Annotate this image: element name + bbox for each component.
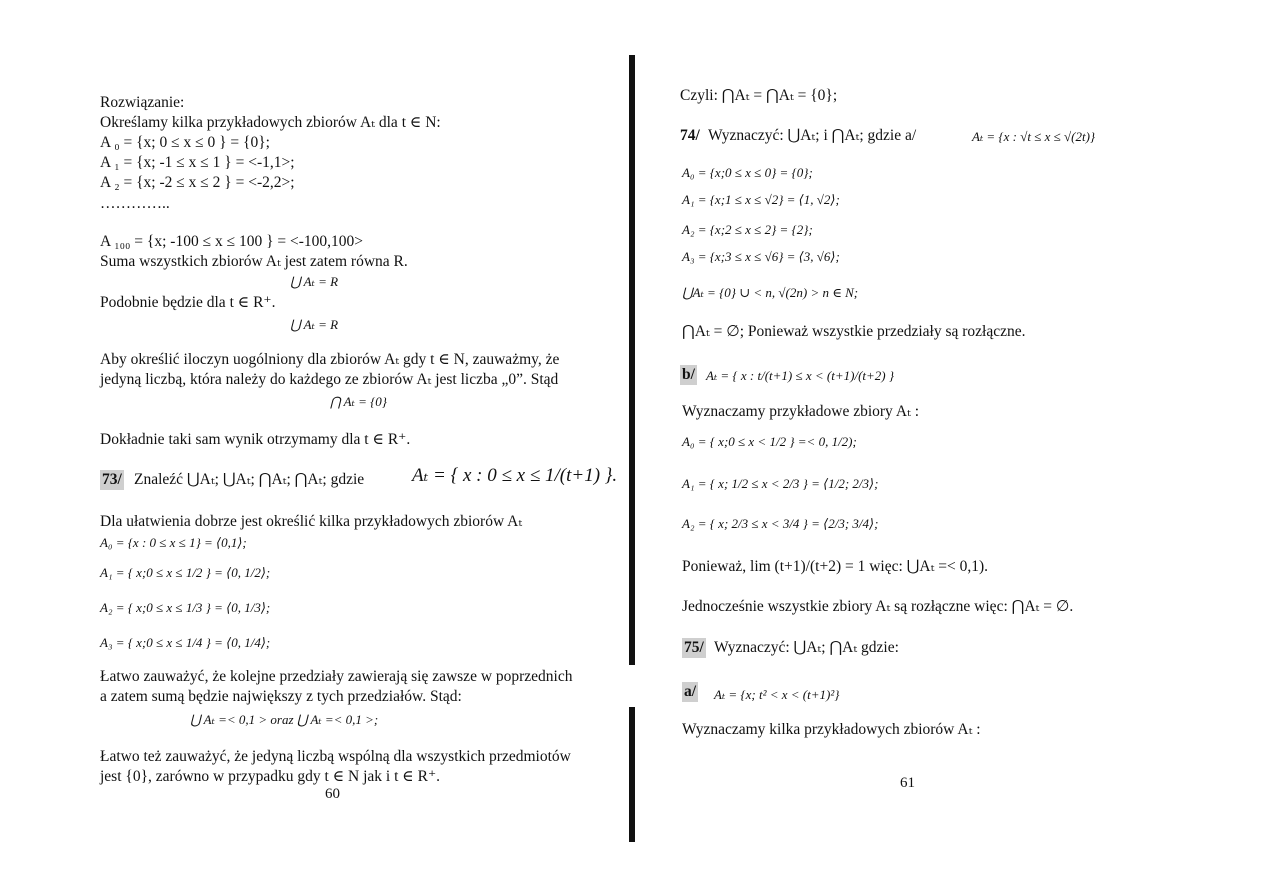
formula: A₁ = { x; 1/2 ≤ x < 2/3 } = ⟨1/2; 2/3⟩; xyxy=(682,476,879,491)
subpoint-label: a/ xyxy=(684,683,697,700)
formula: A₃ = {x;3 ≤ x ≤ √6} = ⟨3, √6⟩; xyxy=(682,249,840,264)
text-line: Łatwo zauważyć, że kolejne przedziały zawierają się zawsze w poprzednich xyxy=(100,668,573,685)
text-line: Łatwo też zauważyć, że jedyną liczbą wspólną dla wszystkich przedmiotów xyxy=(100,748,571,765)
formula: A₃ = { x;0 ≤ x ≤ 1/4 } = ⟨0, 1/4⟩; xyxy=(100,635,271,650)
exercise-number: 74/ xyxy=(680,127,700,144)
text-line: Określamy kilka przykładowych zbiorów Aₜ dla t ∈ N: xyxy=(100,114,441,131)
text-line: Czyli: ⋂Aₜ = ⋂Aₜ = {0}; xyxy=(680,87,838,104)
text-line: Ponieważ, lim (t+1)/(t+2) = 1 więc: ⋃Aₜ =< 0,1). xyxy=(682,558,989,575)
formula: A₂ = { x; 2/3 ≤ x < 3/4 } = ⟨2/3; 3/4⟩; xyxy=(682,516,879,531)
text-line: Podobnie będzie dla t ∈ R⁺. xyxy=(100,294,276,311)
formula: ⋂ Aₜ = {0} xyxy=(330,394,387,409)
gutter-line xyxy=(629,55,635,665)
text-line: a zatem sumą będzie największy z tych przedziałów. Stąd: xyxy=(100,688,462,705)
text-line: A ₀ = {x; 0 ≤ x ≤ 0 } = {0}; xyxy=(100,134,270,151)
text-line: Wyznaczamy przykładowe zbiory Aₜ : xyxy=(682,403,920,420)
formula: A₀ = { x;0 ≤ x < 1/2 } =< 0, 1/2); xyxy=(682,434,857,449)
text-line: Dla ułatwienia dobrze jest określić kilka przykładowych zbiorów Aₜ xyxy=(100,513,523,530)
formula: ⋃ Aₜ = R xyxy=(290,274,339,289)
formula: Aₜ = { x : t/(t+1) ≤ x < (t+1)/(t+2) } xyxy=(706,368,895,383)
formula: ⋃ Aₜ = R xyxy=(290,317,339,332)
text-line: jest {0}, zarówno w przypadku gdy t ∈ N jak i t ∈ R⁺. xyxy=(100,768,441,785)
text-line: A ₂ = {x; -2 ≤ x ≤ 2 } = <-2,2>; xyxy=(100,174,295,191)
text-line: ⋂Aₜ = ∅; Ponieważ wszystkie przedziały są rozłączne. xyxy=(682,323,1026,340)
page-number: 60 xyxy=(325,786,340,802)
text-line: Dokładnie taki sam wynik otrzymamy dla t ∈ R⁺. xyxy=(100,431,411,448)
text-line: A ₁₀₀ = {x; -100 ≤ x ≤ 100 } = <-100,100> xyxy=(100,233,364,250)
formula: Aₜ = { x : 0 ≤ x ≤ 1/(t+1) }. xyxy=(412,465,618,486)
gutter-line xyxy=(629,707,635,842)
formula: A₁ = {x;1 ≤ x ≤ √2} = ⟨1, √2⟩; xyxy=(682,192,840,207)
formula: A₀ = {x;0 ≤ x ≤ 0} = {0}; xyxy=(682,165,813,180)
text-line: Wyznaczamy kilka przykładowych zbiorów Aₜ : xyxy=(682,721,981,738)
formula: Aₜ = {x : √t ≤ x ≤ √(2t)} xyxy=(972,129,1096,144)
text-line: Rozwiązanie: xyxy=(100,94,185,111)
exercise-number: 73/ xyxy=(102,471,122,488)
formula: A₂ = { x;0 ≤ x ≤ 1/3 } = ⟨0, 1/3⟩; xyxy=(100,600,271,615)
formula: A₀ = {x : 0 ≤ x ≤ 1} = ⟨0,1⟩; xyxy=(100,535,247,550)
text-line: Jednocześnie wszystkie zbiory Aₜ są rozłączne więc: ⋂Aₜ = ∅. xyxy=(682,598,1074,615)
exercise-number: 75/ xyxy=(684,639,704,656)
text-line: Suma wszystkich zbiorów Aₜ jest zatem równa R. xyxy=(100,253,408,270)
left-page xyxy=(0,0,618,893)
page-number: 61 xyxy=(900,775,915,791)
formula: A₁ = { x;0 ≤ x ≤ 1/2 } = ⟨0, 1/2⟩; xyxy=(100,565,271,580)
text-line: Aby określić iloczyn uogólniony dla zbiorów Aₜ gdy t ∈ N, zauważmy, że xyxy=(100,351,560,368)
exercise-statement: Wyznaczyć: ⋃Aₜ; i ⋂Aₜ; gdzie a/ xyxy=(708,127,917,144)
right-page xyxy=(642,0,1263,893)
formula: ⋃ Aₜ =< 0,1 > oraz ⋃ Aₜ =< 0,1 >; xyxy=(190,712,379,727)
ellipsis-line: ………….. xyxy=(100,195,170,212)
subpoint-label: b/ xyxy=(682,366,695,383)
exercise-statement: Znaleźć ⋃Aₜ; ⋃Aₜ; ⋂Aₜ; ⋂Aₜ; gdzie xyxy=(134,471,365,488)
text-line: jedyną liczbą, która należy do każdego ze zbiorów Aₜ jest liczba „0”. Stąd xyxy=(100,371,559,388)
text-line: A ₁ = {x; -1 ≤ x ≤ 1 } = <-1,1>; xyxy=(100,154,295,171)
formula: ⋃Aₜ = {0} ∪ < n, √(2n) > n ∈ N; xyxy=(682,285,859,300)
formula: A₂ = {x;2 ≤ x ≤ 2} = {2}; xyxy=(682,222,813,237)
formula: Aₜ = {x; t² < x < (t+1)²} xyxy=(714,687,840,702)
exercise-statement: Wyznaczyć: ⋃Aₜ; ⋂Aₜ gdzie: xyxy=(714,639,899,656)
